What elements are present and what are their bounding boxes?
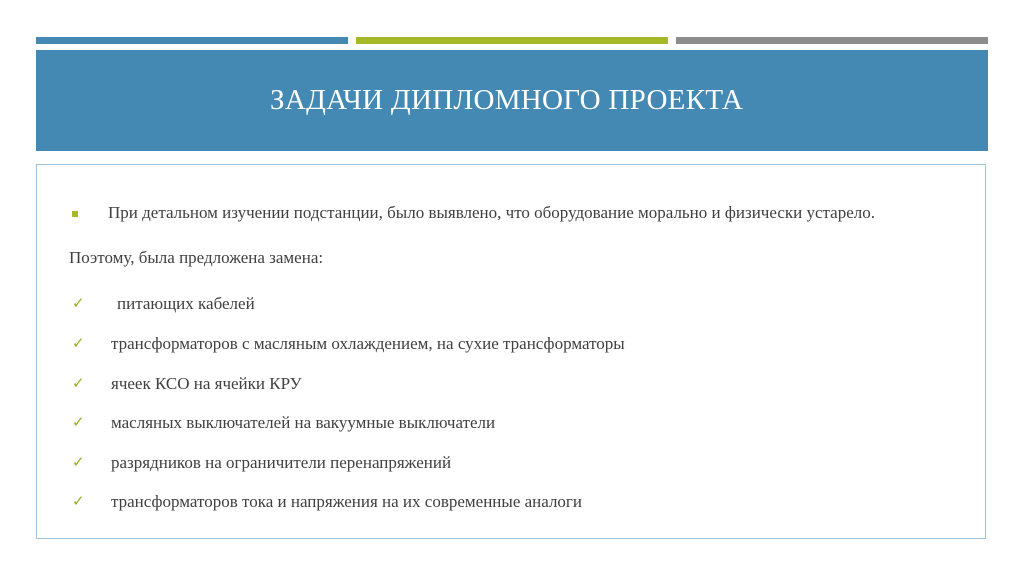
- checkmark-icon: ✓: [72, 294, 85, 312]
- checkmark-icon: ✓: [72, 374, 85, 392]
- checkmark-icon: ✓: [72, 453, 85, 471]
- check-item-text: трансформаторов с масляным охлаждением, на сухие трансформаторы: [111, 334, 625, 353]
- check-item-text: разрядников на ограничители перенапряжений: [111, 453, 452, 472]
- check-item-text: питающих кабелей: [117, 294, 255, 313]
- accent-stripe-green: [356, 37, 668, 44]
- check-item-text: масляных выключателей на вакуумные выключатели: [111, 413, 496, 432]
- checkmark-icon: ✓: [72, 492, 85, 510]
- check-item-text: ячеек КСО на ячейки КРУ: [111, 374, 302, 393]
- lead-text: Поэтому, была предложена замена:: [69, 248, 324, 267]
- slide-title: ЗАДАЧИ ДИПЛОМНОГО ПРОЕКТА: [270, 84, 744, 116]
- checkmark-icon: ✓: [72, 334, 85, 352]
- checkmark-icon: ✓: [72, 413, 85, 431]
- intro-bullet-text: При детальном изучении подстанции, было выявлено, что оборудование морально и физически устарело.: [108, 203, 875, 222]
- title-bar: [36, 50, 988, 151]
- check-item-text: трансформаторов тока и напряжения на их современные аналоги: [111, 492, 583, 511]
- square-bullet-icon: [72, 211, 78, 217]
- accent-stripe-gray: [676, 37, 988, 44]
- content-box: [36, 164, 986, 539]
- accent-stripe-blue: [36, 37, 348, 44]
